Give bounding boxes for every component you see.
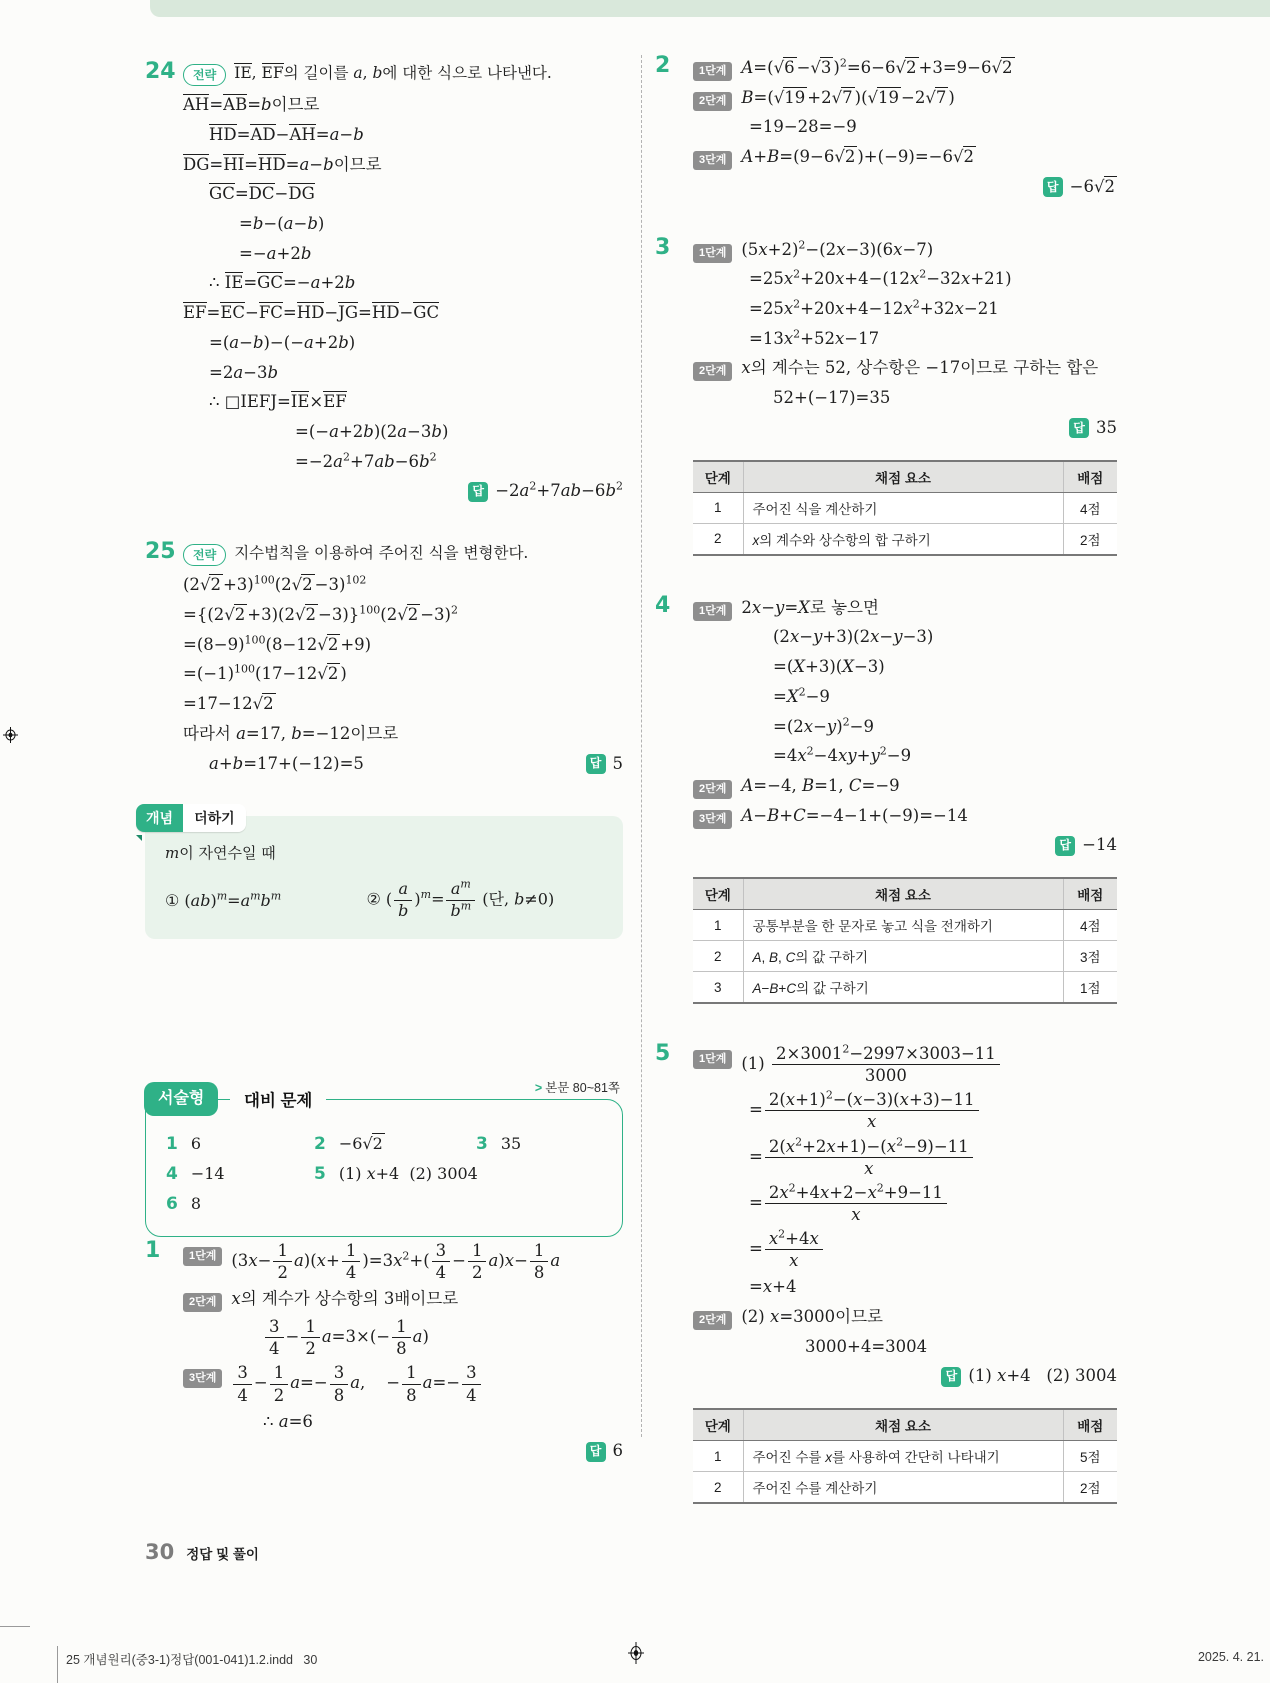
problem-number: 25 [145, 539, 176, 565]
math-expression: =x+4 [749, 1277, 797, 1297]
math-expression: (3x− $\frac{1}{2}$ a)(x+ $\frac{1}{4}$ )$=3x^2+$( $\frac{3}{4}$ − $\frac{1}{2}$ a)x− $\frac{1}{8}$ a [231, 1241, 561, 1283]
page-number: 30 [145, 1540, 175, 1564]
answer-item-value: −14 [190, 1164, 225, 1184]
table-cell: 3 [693, 972, 743, 1004]
math-expression: A−B+C=−4−1+(−9)=−14 [741, 805, 968, 825]
table-header-cell: 배점 [1063, 461, 1117, 493]
top-accent-bar [150, 0, 1270, 17]
problem-body [693, 234, 1117, 562]
solution-line [693, 1334, 1117, 1361]
strategy-line [183, 541, 623, 566]
table-header-cell: 배점 [1063, 1409, 1117, 1441]
solution-line [693, 1182, 1117, 1225]
solution-line [183, 691, 623, 718]
step-badge: 1단계 [183, 1247, 222, 1266]
crop-mark-horizontal [0, 1626, 30, 1627]
answer-list [166, 1134, 602, 1214]
essay-tab: 서술형 [144, 1082, 218, 1116]
math-expression: $=4x^2-4xy+y^2-9$ [773, 744, 912, 766]
answer-item [314, 1164, 476, 1184]
answer-value: $-2a^2+7ab-6b^2$ [495, 479, 623, 501]
math-expression: AH=AB=b이므로 [183, 95, 320, 115]
solution-line [183, 1409, 623, 1436]
solution-line [183, 478, 623, 505]
grading-table [693, 877, 1117, 1004]
solution-line [183, 1240, 623, 1283]
answer-badge: 답 [468, 482, 488, 502]
solution-line [183, 661, 623, 688]
problem-5-slot [655, 1040, 1117, 1510]
solution-line [693, 654, 1117, 681]
answer-item-value: (1) x+4 (2) 3004 [338, 1164, 478, 1184]
strategy-line [183, 61, 623, 86]
answer-value: (1) x+4 (2) 3004 [968, 1366, 1117, 1386]
math-expression: DG=HI=HD=a−b이므로 [183, 154, 382, 174]
answer-row [454, 478, 623, 505]
table-cell: 1 [693, 910, 743, 941]
table-row [693, 461, 1117, 493]
registration-mark-icon [3, 727, 18, 748]
answer-grid-row [166, 1164, 602, 1184]
step-badge: 2단계 [183, 1293, 222, 1312]
table-cell: 2점 [1063, 1472, 1117, 1504]
problem-body [693, 592, 1117, 1010]
print-date: 2025. 4. 21. [1197, 1650, 1264, 1664]
solution-line [183, 449, 623, 476]
table-cell: 2 [693, 523, 743, 555]
grading-table-body [693, 492, 1117, 555]
solution-line [693, 1136, 1117, 1179]
solution-line [183, 241, 623, 268]
step-badge: 3단계 [183, 1369, 222, 1388]
math-expression: 2x−y=X로 놓으면 [741, 597, 879, 617]
essay-tab-label: 대비 문제 [230, 1086, 326, 1118]
column-divider [641, 55, 642, 1437]
concept-items [165, 879, 603, 921]
concept-item-1: ① $(ab)^m=a^mb^m$ [165, 889, 282, 910]
strategy-text: 지수법칙을 이용하여 주어진 식을 변형한다. [234, 544, 529, 563]
solution-line [693, 1228, 1117, 1271]
strategy-badge: 전략 [183, 64, 226, 86]
step-badge: 2단계 [693, 1311, 732, 1330]
concept-tab-fold [136, 835, 142, 841]
math-expression: $=(2x-y)^2-9$ [773, 715, 874, 736]
math-expression: = $\frac{2(x^2+2x+1)-(x^2-9)-11}{x}$ [693, 1136, 975, 1179]
page-footer [145, 1540, 259, 1564]
table-header-cell: 배점 [1063, 878, 1117, 910]
table-row [693, 1441, 1117, 1472]
math-expression: =19−28=−9 [749, 117, 857, 137]
strategy-badge: 전략 [183, 544, 226, 566]
table-cell: A−B+C의 값 구하기 [743, 972, 1063, 1004]
solution-line [693, 773, 1117, 800]
math-expression: ∴ □IEFJ=IE×EF [209, 392, 347, 412]
math-expression: A+B=(9−6√2 )+(−9)=−6√2 [741, 147, 974, 167]
table-row [693, 492, 1117, 523]
problem-1-slot [145, 1237, 623, 1468]
answer-item-number: 1 [166, 1134, 178, 1155]
answer-badge: 답 [1055, 836, 1075, 856]
solution-line [183, 419, 623, 446]
problem-number: 24 [145, 59, 176, 84]
table-header-cell: 단계 [693, 461, 743, 493]
solution-line [183, 92, 623, 119]
table-row [693, 1472, 1117, 1504]
math-expression: =17−12√2 [183, 694, 274, 714]
right-column [655, 52, 1117, 1540]
table-row [693, 878, 1117, 910]
table-cell: 1 [693, 1441, 743, 1472]
math-expression: x의 계수는 52, 상수항은 −17이므로 구하는 합은 [741, 358, 1099, 378]
math-expression: EF=EC−FC=HD−JG=HD−GC [183, 303, 440, 323]
answer-value: 35 [1096, 417, 1117, 437]
concept-box [145, 810, 623, 939]
answer-badge: 답 [586, 754, 606, 774]
solution-line [693, 1304, 1117, 1331]
table-row [693, 1409, 1117, 1441]
table-cell: 공통부분을 한 문자로 놓고 식을 전개하기 [743, 910, 1063, 941]
solution-line [183, 602, 623, 629]
answer-item-number: 3 [476, 1134, 488, 1155]
math-expression: a+b=17+(−12)=5 [209, 753, 364, 773]
solution-line [693, 174, 1117, 201]
answer-badge: 답 [586, 1442, 606, 1462]
page-reference [535, 1078, 620, 1096]
grading-table [693, 460, 1117, 556]
answer-badge: 답 [1043, 177, 1063, 197]
solution-line [183, 632, 623, 659]
table-cell: 2 [693, 1472, 743, 1504]
table-header-cell: 채점 요소 [743, 1409, 1063, 1441]
math-expression: A=−4, B=1, C=−9 [741, 775, 900, 795]
page-footer-label: 정답 및 풀이 [186, 1547, 259, 1562]
concept-box-label [136, 804, 246, 832]
math-expression: B=(√19 +2√7 )(√19 −2√7 ) [741, 87, 955, 107]
math-expression: HD=AD−AH=a−b [209, 124, 364, 144]
answer-item-number: 6 [166, 1194, 178, 1215]
math-expression: =(−a+2b)(2a−3b) [295, 422, 449, 442]
math-expression: = $\frac{2(x+1)^2-(x-3)(x+3)-11}{x}$ [693, 1089, 981, 1132]
table-cell: 4점 [1063, 492, 1117, 523]
math-expression: =(X+3)(X−3) [773, 657, 885, 677]
answer-item [166, 1164, 314, 1184]
answer-row [1029, 174, 1117, 201]
table-row [693, 941, 1117, 972]
solution-line [693, 1363, 1117, 1390]
solution-line [183, 300, 623, 327]
left-column [145, 58, 623, 1498]
solution-line [183, 751, 623, 778]
solution-line [693, 266, 1117, 293]
solution-line [183, 181, 623, 208]
solution-line [183, 270, 623, 297]
answer-item [314, 1134, 476, 1154]
table-header-cell: 채점 요소 [743, 878, 1063, 910]
math-expression: GC=DC−DG [209, 184, 315, 204]
problem-body [183, 58, 623, 508]
solution-line [183, 1438, 623, 1465]
table-cell: 1점 [1063, 972, 1117, 1004]
solution-line [693, 144, 1117, 171]
math-expression: ∴ a=6 [263, 1411, 313, 1431]
answer-item [166, 1194, 314, 1214]
crop-mark-vertical [57, 1646, 58, 1683]
solution-line [693, 296, 1117, 323]
print-filename: 25 개념원리(중3-1)정답(001-041)1.2.indd 30 [66, 1653, 318, 1667]
math-expression: $=(8-9)^{100}(8-12√2 +9)$ [183, 633, 372, 654]
problem-number: 5 [655, 1041, 671, 1067]
table-cell: 3점 [1063, 941, 1117, 972]
solution-line [693, 385, 1117, 412]
solution-line [693, 832, 1117, 859]
math-expression: = $\frac{x^2+4x}{x}$ [693, 1228, 825, 1271]
answer-value: 6 [612, 1441, 623, 1461]
solution-line [183, 1316, 623, 1359]
answer-row [1041, 832, 1117, 859]
answer-badge: 답 [941, 1367, 961, 1387]
problem-2 [655, 52, 1117, 204]
grading-table-body [693, 1441, 1117, 1504]
solution-line [183, 122, 623, 149]
chevron-right-icon: > [534, 1081, 543, 1096]
grading-table-head [693, 461, 1117, 493]
answer-value: −14 [1082, 835, 1117, 855]
math-expression: $=\{(2√2 +3)(2√2 -3)\}^{100}(2√2 -3)^2$ [183, 603, 458, 624]
answer-item [476, 1134, 521, 1154]
concept-label-dark: 더하기 [183, 804, 246, 832]
math-expression: =(a−b)−(−a+2b) [209, 332, 356, 352]
math-expression: A=(√6 −√3 )$^2$=6−6√2 +3=9−6√2 [741, 56, 1013, 77]
answer-item-number: 4 [166, 1164, 178, 1185]
solution-line [693, 55, 1117, 82]
answer-value: −6√2 [1069, 176, 1115, 196]
math-expression: $=-2a^2+7ab-6b^2$ [295, 450, 437, 471]
math-expression: $(5x+2)^2-(2x-3)(6x-7)$ [741, 238, 934, 259]
math-expression: $=25x^2+20x+4-(12x^2-32x+21)$ [749, 267, 1012, 289]
problem-5 [655, 1040, 1117, 1510]
answer-value: 5 [612, 753, 623, 773]
answer-item-number: 5 [314, 1164, 326, 1185]
step-badge: 3단계 [693, 151, 732, 170]
grading-table-head [693, 878, 1117, 910]
problem-body [183, 1237, 623, 1468]
problem-number: 1 [145, 1238, 161, 1264]
math-expression: (2x−y+3)(2x−y−3) [773, 627, 934, 647]
problem-body [183, 538, 623, 780]
table-cell: 2점 [1063, 523, 1117, 555]
math-expression: 따라서 a=17, b=−12이므로 [183, 723, 399, 743]
math-expression: $(2√2 +3)^{100}(2√2 -3)^{102}$ [183, 573, 367, 595]
table-header-cell: 단계 [693, 878, 743, 910]
concept-intro: m이 자연수일 때 [165, 844, 276, 863]
answer-grid-row [166, 1194, 602, 1214]
problem-4 [655, 592, 1117, 1010]
problem-24-slot [145, 58, 623, 508]
answer-badge: 답 [1069, 418, 1089, 438]
math-expression: $=(-1)^{100}(17-12√2$ ) [183, 662, 347, 684]
table-cell: 주어진 수를 계산하기 [743, 1472, 1063, 1504]
answer-item-number: 2 [314, 1134, 326, 1155]
solution-line [183, 330, 623, 357]
math-expression: =−a+2b [239, 243, 312, 263]
page-reference-text: 본문 80~81쪽 [545, 1081, 620, 1096]
solution-line [693, 85, 1117, 112]
problem-3 [655, 234, 1117, 562]
solution-line [183, 389, 623, 416]
table-cell: 주어진 수를 x를 사용하여 간단히 나타내기 [743, 1441, 1063, 1472]
table-cell: x의 계수와 상수항의 합 구하기 [743, 523, 1063, 555]
problem-1 [145, 1237, 623, 1468]
answer-row [927, 1363, 1117, 1390]
math-expression: = $\frac{2x^2+4x+2-x^2+9-11}{x}$ [693, 1182, 949, 1225]
math-expression: 52+(−17)=35 [773, 388, 891, 408]
step-badge: 1단계 [693, 1050, 732, 1069]
answer-row [572, 1438, 624, 1465]
solution-line [693, 326, 1117, 353]
table-row [693, 910, 1117, 941]
answer-item-value: −6√2 [338, 1134, 383, 1154]
solution-line [693, 684, 1117, 711]
grading-table-head [693, 1409, 1117, 1441]
strategy-text: IE, EF의 길이를 a, b에 대한 식으로 나타낸다. [234, 64, 552, 82]
essay-answer-box [145, 1081, 623, 1237]
math-expression: (2) x=3000이므로 [741, 1306, 883, 1326]
solution-line [183, 1362, 623, 1405]
step-badge: 1단계 [693, 602, 732, 621]
solution-line [693, 415, 1117, 442]
solution-line [693, 355, 1117, 382]
registration-mark-icon [628, 1642, 644, 1669]
answer-item-value: 35 [500, 1134, 522, 1154]
problem-body [693, 1040, 1117, 1510]
table-cell: 1 [693, 492, 743, 523]
answer-row [572, 751, 624, 778]
solution-line [693, 1089, 1117, 1132]
table-row [693, 972, 1117, 1004]
step-badge: 2단계 [693, 92, 732, 111]
table-row [693, 523, 1117, 555]
solution-line [693, 1274, 1117, 1301]
math-expression: $\frac{3}{4}$ − $\frac{1}{2}$ a=3×(− $\frac{1}{8}$ a) [183, 1316, 429, 1359]
step-badge: 2단계 [693, 362, 732, 381]
solution-line [183, 360, 623, 387]
step-badge: 1단계 [693, 244, 732, 263]
table-cell: 4점 [1063, 910, 1117, 941]
answer-item-value: 6 [190, 1134, 202, 1154]
step-badge: 1단계 [693, 62, 732, 81]
math-expression: =2a−3b [209, 362, 279, 382]
solution-line [693, 595, 1117, 622]
problem-number: 4 [655, 592, 671, 618]
math-expression: 3000+4=3004 [805, 1336, 928, 1356]
answer-item [166, 1134, 314, 1154]
concept-label-green: 개념 [136, 804, 183, 832]
problem-number: 2 [655, 53, 671, 78]
problem-24 [145, 58, 623, 508]
table-header-cell: 단계 [693, 1409, 743, 1441]
step-badge: 2단계 [693, 780, 732, 799]
concept-item-2: ② ( $\frac{a}{b}$ )$^m$= $\frac{a^m}{b^m}$ (단, b≠0) [366, 877, 555, 920]
answer-grid-row [166, 1134, 602, 1154]
math-expression: x의 계수가 상수항의 3배이므로 [231, 1289, 459, 1309]
solution-line [183, 1286, 623, 1313]
problem-4-slot [655, 592, 1117, 1010]
table-cell: 주어진 식을 계산하기 [743, 492, 1063, 523]
solution-line [183, 152, 623, 179]
math-expression: $=13x^2+52x-17$ [749, 327, 880, 348]
table-cell: 2 [693, 941, 743, 972]
table-cell: 5점 [1063, 1441, 1117, 1472]
math-expression: =b−(a−b) [239, 213, 325, 233]
problem-25 [145, 538, 623, 780]
problem-2-slot [655, 52, 1117, 204]
math-expression: ∴ IE=GC=−a+2b [209, 273, 356, 293]
solution-line [183, 721, 623, 748]
problem-25-slot [145, 538, 623, 780]
answer-row [1055, 415, 1117, 442]
grading-table [693, 1408, 1117, 1504]
answer-item-value: 8 [190, 1194, 202, 1214]
math-expression: $=25x^2+20x+4-12x^2+32x-21$ [749, 297, 999, 319]
solution-line [693, 114, 1117, 141]
solution-line [183, 211, 623, 238]
solution-line [693, 803, 1117, 830]
step-badge: 3단계 [693, 810, 732, 829]
problem-body [693, 52, 1117, 204]
math-expression: $=X^2-9$ [773, 685, 830, 706]
solution-line [183, 572, 623, 599]
grading-table-body [693, 910, 1117, 1004]
math-expression: $\frac{3}{4}$ − $\frac{1}{2}$ a=− $\frac{3}{8}$ a, − $\frac{1}{8}$ a=− $\frac{3}{4}$ [231, 1362, 482, 1405]
problem-number: 3 [655, 234, 671, 260]
solution-line [693, 714, 1117, 741]
solution-line [693, 1043, 1117, 1086]
solution-line [693, 237, 1117, 264]
math-expression: (1) $\frac{2\times 3001^2-2997\times 3003-11}{3000}$ [741, 1043, 1001, 1086]
solution-line [693, 624, 1117, 651]
table-header-cell: 채점 요소 [743, 461, 1063, 493]
problem-3-slot [655, 234, 1117, 562]
table-cell: A, B, C의 값 구하기 [743, 941, 1063, 972]
solution-line [693, 743, 1117, 770]
